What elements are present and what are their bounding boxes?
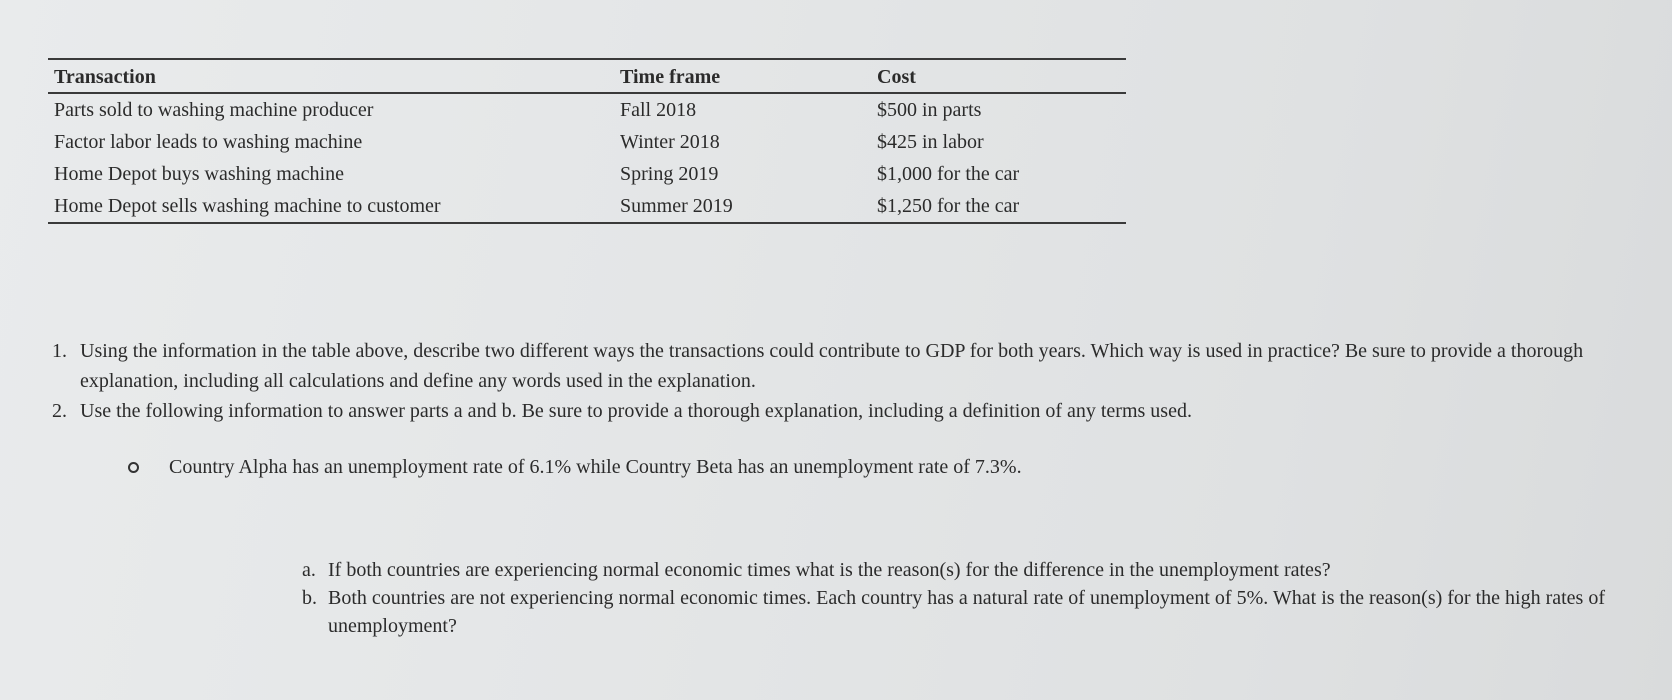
- subpart-item: [302, 584, 1612, 640]
- question-text: Using the information in the table above, describe two different ways the transactions could contribute to GDP for both years. Which way is used in practice? Be sure to provide a thorough explanation, including all calculations and define any words used in the explanation.: [80, 340, 1584, 392]
- header-transaction: Transaction: [54, 66, 156, 88]
- subpart-item: [302, 556, 1612, 584]
- cell-time-frame: Spring 2019: [620, 163, 719, 185]
- transactions-table: [48, 58, 1126, 224]
- subpart-text: Both countries are not experiencing normal economic times. Each country has a natural rate of unemployment of 5%. What is the reason(s) for the high rates of unemployment?: [328, 587, 1605, 637]
- question-list: [52, 336, 1612, 426]
- cell-transaction: Factor labor leads to washing machine: [54, 131, 363, 153]
- header-cost: Cost: [877, 66, 916, 88]
- table-row: [48, 158, 1126, 190]
- header-time-frame: Time frame: [620, 66, 721, 88]
- question-text: Use the following information to answer parts a and b. Be sure to provide a thorough explanation, including a definition of any terms used.: [80, 400, 1192, 422]
- cell-transaction: Parts sold to washing machine producer: [54, 99, 374, 121]
- table-row: [48, 126, 1126, 158]
- cell-cost: $1,250 for the car: [877, 195, 1020, 217]
- subpart-letter: b.: [302, 587, 317, 609]
- cell-time-frame: Fall 2018: [620, 99, 697, 121]
- subpart-letter: a.: [302, 559, 316, 581]
- cell-transaction: Home Depot sells washing machine to customer: [54, 195, 441, 217]
- question-number: 1.: [52, 340, 67, 362]
- subpart-text: If both countries are experiencing normal economic times what is the reason(s) for the difference in the unemployment rates?: [328, 559, 1331, 581]
- cell-transaction: Home Depot buys washing machine: [54, 163, 344, 185]
- cell-cost: $1,000 for the car: [877, 163, 1020, 185]
- table-row: [48, 93, 1126, 126]
- question-item: [52, 396, 1612, 426]
- table-row: [48, 190, 1126, 223]
- question-item: [52, 336, 1612, 396]
- circle-bullet-icon: [128, 462, 139, 473]
- table-header-row: [48, 59, 1126, 93]
- cell-time-frame: Summer 2019: [620, 195, 733, 217]
- question-number: 2.: [52, 400, 67, 422]
- cell-cost: $500 in parts: [877, 99, 982, 121]
- bullet-item: [128, 452, 1022, 482]
- bullet-text: Country Alpha has an unemployment rate of 6.1% while Country Beta has an unemployment rate of 7.3%.: [169, 456, 1022, 478]
- cell-cost: $425 in labor: [877, 131, 984, 153]
- cell-time-frame: Winter 2018: [620, 131, 720, 153]
- subpart-list: [302, 556, 1612, 640]
